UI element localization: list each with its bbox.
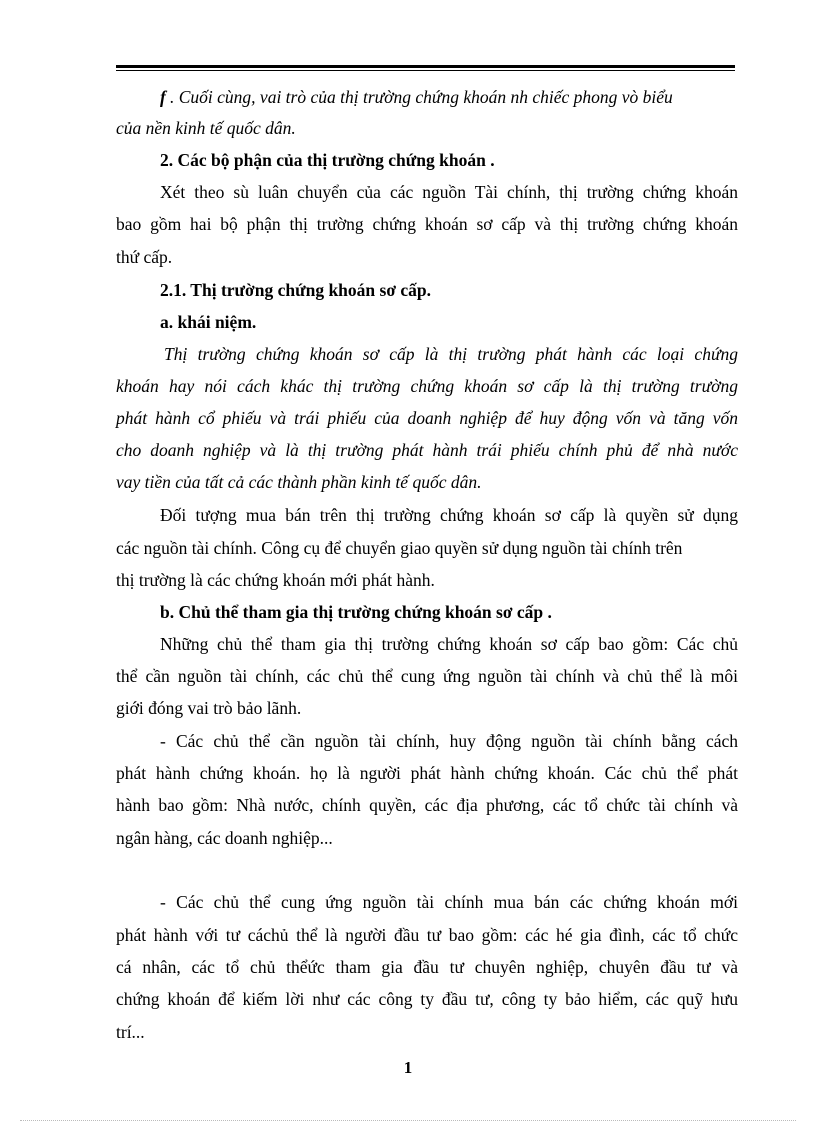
text-line-p4-l2: phát hành chứng khoán. họ là người phát hành chứng khoán. Các chủ thể phát [116,763,738,783]
text-line-f-line1-lead: f [160,87,166,107]
text-line-def-l1: Thị trường chứng khoán sơ cấp là thị trường phát hành các loại chứng [164,344,738,364]
text-line-p2-l1: Đối tượng mua bán trên thị trường chứng khoán sơ cấp là quyền sử dụng [160,505,738,525]
text-line-p1-l2: bao gồm hai bộ phận thị trường chứng khoán sơ cấp và thị trường chứng khoán [116,214,738,234]
text-line-heading-b: b. Chủ thể tham gia thị trường chứng khoán sơ cấp . [160,602,552,622]
text-line-p1-l3: thứ cấp. [116,247,173,267]
text-line-heading-a: a. khái niệm. [160,312,257,332]
text-line-heading-2: 2. Các bộ phận của thị trường chứng khoán . [160,150,495,170]
text-line-def-l5: vay tiền của tất cả các thành phần kinh tế quốc dân. [116,472,482,492]
header-rule-thick [116,65,735,68]
text-line-p1-l1: Xét theo sù luân chuyển của các nguồn Tài chính, thị trường chứng khoán [160,182,738,202]
text-line-p5-l2: phát hành với tư cáchủ thể là người đầu tư bao gồm: các hé gia đình, các tổ chức [116,925,738,945]
text-line-p5-l1: - Các chủ thể cung ứng nguồn tài chính mua bán các chứng khoán mới [160,892,738,912]
text-line-def-l3: phát hành cổ phiếu và trái phiếu của doanh nghiệp để huy động vốn và tăng vốn [116,408,738,428]
text-line-p5-l4: chứng khoán để kiếm lời như các công ty đầu tư, công ty bảo hiểm, các quỹ hưu [116,989,738,1009]
text-line-def-l2: khoán hay nói cách khác thị trường chứng khoán sơ cấp là thị trường trường [116,376,738,396]
text-line-f-line1-rest: . Cuối cùng, vai trò của thị trường chứng khoán nh chiếc phong vò biểu [170,87,673,107]
text-line-p2-l3: thị trường là các chứng khoán mới phát hành. [116,570,435,590]
text-line-def-l4: cho doanh nghiệp và là thị trường phát hành trái phiếu chính phủ để nhà nước [116,440,738,460]
page-bottom-border [20,1120,796,1121]
text-line-p5-l3: cá nhân, các tổ chủ thểức tham gia đầu tư chuyên nghiệp, chuyên đầu tư và [116,957,738,977]
text-line-p3-l1: Những chủ thể tham gia thị trường chứng khoán sơ cấp bao gồm: Các chủ [160,634,738,654]
page-number: 1 [403,1058,413,1077]
text-line-p3-l2: thể cần nguồn tài chính, các chủ thể cung ứng nguồn tài chính và chủ thể là môi [116,666,738,686]
header-rule-thin [116,70,735,71]
text-line-f-line2: của nền kinh tế quốc dân. [116,118,296,138]
text-line-heading-2-1: 2.1. Thị trường chứng khoán sơ cấp. [160,280,432,300]
text-line-p5-l5: trí... [116,1022,145,1042]
text-line-p4-l1: - Các chủ thể cần nguồn tài chính, huy động nguồn tài chính bằng cách [160,731,738,751]
text-line-p4-l4: ngân hàng, các doanh nghiệp... [116,828,333,848]
text-line-p2-l2: các nguồn tài chính. Công cụ để chuyển giao quyền sử dụng nguồn tài chính trên [116,538,683,558]
text-line-p4-l3: hành bao gồm: Nhà nước, chính quyền, các địa phương, các tổ chức tài chính và [116,795,738,815]
text-line-p3-l3: giới đóng vai trò bảo lãnh. [116,698,302,718]
